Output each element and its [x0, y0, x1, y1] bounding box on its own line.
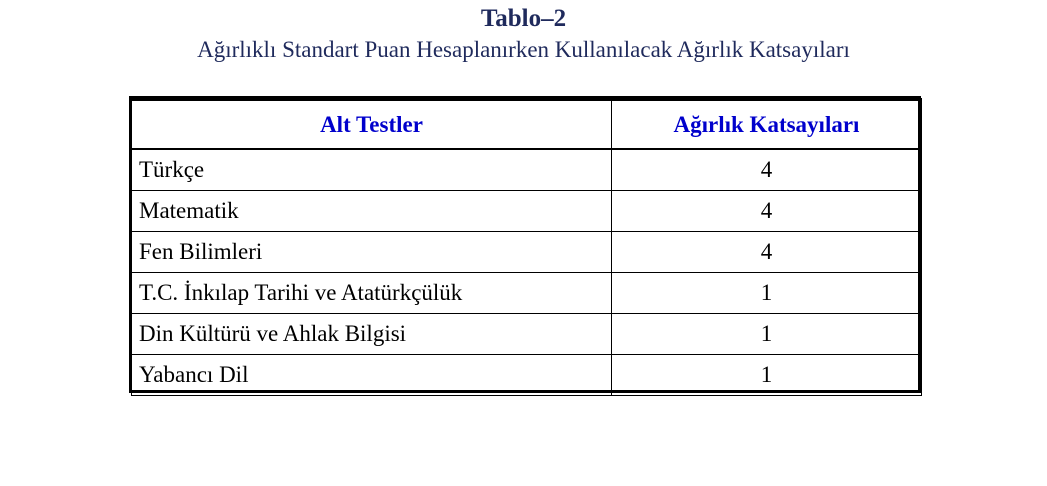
header-alt-testler: Alt Testler: [132, 100, 612, 150]
row-weight: 4: [612, 191, 922, 232]
table-row: [132, 191, 922, 232]
row-weight: 1: [612, 314, 922, 355]
table-subtitle: Ağırlıklı Standart Puan Hesaplanırken Kullanılacak Ağırlık Katsayıları: [197, 37, 850, 62]
row-weight: 4: [612, 149, 922, 191]
row-subject: T.C. İnkılap Tarihi ve Atatürkçülük: [132, 273, 612, 314]
table-row: [132, 232, 922, 273]
weights-table-container: [129, 96, 921, 393]
row-weight: 1: [612, 355, 922, 396]
row-weight: 1: [612, 273, 922, 314]
row-subject: Yabancı Dil: [132, 355, 612, 396]
header-agirlik-katsayilari: Ağırlık Katsayıları: [612, 100, 922, 150]
weights-table: [131, 98, 922, 396]
row-subject: Matematik: [132, 191, 612, 232]
row-subject: Türkçe: [132, 149, 612, 191]
row-subject: Fen Bilimleri: [132, 232, 612, 273]
row-subject: Din Kültürü ve Ahlak Bilgisi: [132, 314, 612, 355]
table-row: [132, 355, 922, 396]
table-title: Tablo–2: [480, 5, 567, 32]
table-row: [132, 314, 922, 355]
table-row: [132, 149, 922, 191]
table-row: [132, 273, 922, 314]
row-weight: 4: [612, 232, 922, 273]
table-header-row: [132, 100, 922, 150]
